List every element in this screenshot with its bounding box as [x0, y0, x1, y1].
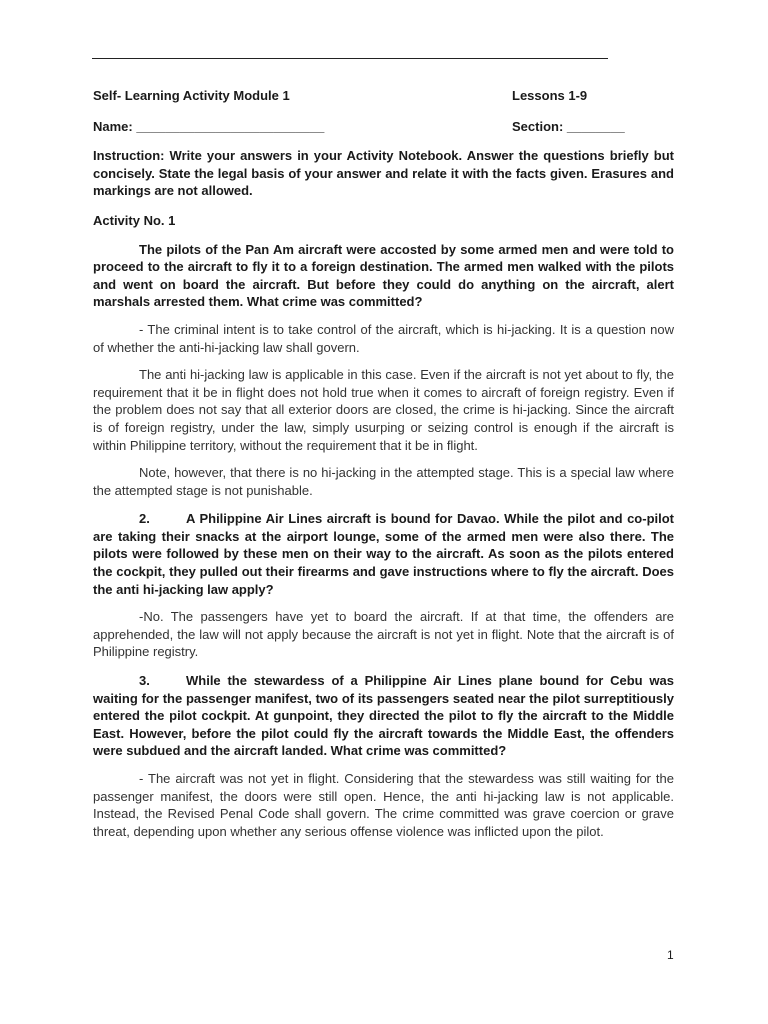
question-3 [93, 672, 674, 760]
answer-3: - The aircraft was not yet in flight. Considering that the stewardess was still waiting for the passenger manifest, the doors were still open. Hence, the anti hi-jacking law is not applicable. Instead, the Revised Penal Code shall govern. The crime committed was grave coercion or grave threat, depending upon whether any serious offense violence was inflicted upon the pilot. [93, 771, 674, 839]
question-3-number: 3. [139, 673, 150, 689]
question-2-number: 2. [139, 511, 150, 527]
question-2 [93, 510, 674, 598]
header-row-module [93, 87, 674, 105]
instruction-text: Instruction: Write your answers in your Activity Notebook. Answer the questions briefly but concisely. State the legal basis of your answer and relate it with the facts given. Erasures and markings are not allowed. [93, 148, 674, 199]
answer-1-paragraph-1: - The criminal intent is to take control of the aircraft, which is hi-jacking. It is a question now of whether the anti-hi-jacking law shall govern. [93, 321, 674, 355]
module-title: Self- Learning Activity Module 1 [93, 88, 290, 103]
answer-2: -No. The passengers have yet to board the aircraft. If at that time, the offenders are apprehended, the law will not apply because the aircraft is not yet in flight. Note that the aircraft is of Philippine registry. [93, 609, 674, 660]
top-rule [92, 58, 608, 59]
name-field-label: Name: __________________________ [93, 118, 325, 134]
activity-title: Activity No. 1 [93, 212, 176, 228]
lessons-label: Lessons 1-9 [512, 88, 588, 103]
page-number: 1 [667, 948, 674, 962]
answer-1-paragraph-3: Note, however, that there is no hi-jacking in the attempted stage. This is a special law where the attempted stage is not punishable. [93, 465, 674, 498]
answer-1-paragraph-2: The anti hi-jacking law is applicable in this case. Even if the aircraft is not yet about to fly, the requirement that it be in flight does not hold true when it comes to aircraft of foreign registry. Even if the problem does not say that all exterior doors are closed, the crime is hi-jacking. Since the aircraft is of foreign registry, under the law, simply usurping or seizing control is enough if the aircraft is within Philippine territory, without the requirement that it be in flight. [93, 367, 674, 453]
question-2-text: A Philippine Air Lines aircraft is bound for Davao. While the pilot and co-pilot are taking their snacks at the airport lounge, some of the armed men were also there. The pilots were followed by these men on their way to the aircraft. As soon as the pilots entered the cockpit, they pulled out their firearms and gave instructions where to fly the aircraft. Does the anti hi-jacking law apply? [93, 511, 674, 597]
question-1: The pilots of the Pan Am aircraft were accosted by some armed men and were told to proceed to the aircraft to fly it to a foreign destination. The armed men walked with the pilots and went on board the aircraft. But before they could do anything on the aircraft, alert marshals arrested them. What crime was committed? [93, 241, 674, 310]
question-3-text: While the stewardess of a Philippine Air Lines plane bound for Cebu was waiting for the passenger manifest, two of its passengers seated near the pilot surreptitiously entered the pilot cockpit. At gunpoint, they directed the pilot to fly the aircraft to the Middle East. However, before the pilot could fly the aircraft towards the Middle East, the offenders were subdued and the aircraft landed. What crime was committed? [93, 673, 674, 759]
document-body [93, 87, 674, 840]
header-row-name [93, 118, 674, 136]
section-field-label: Section: ________ [512, 118, 625, 134]
